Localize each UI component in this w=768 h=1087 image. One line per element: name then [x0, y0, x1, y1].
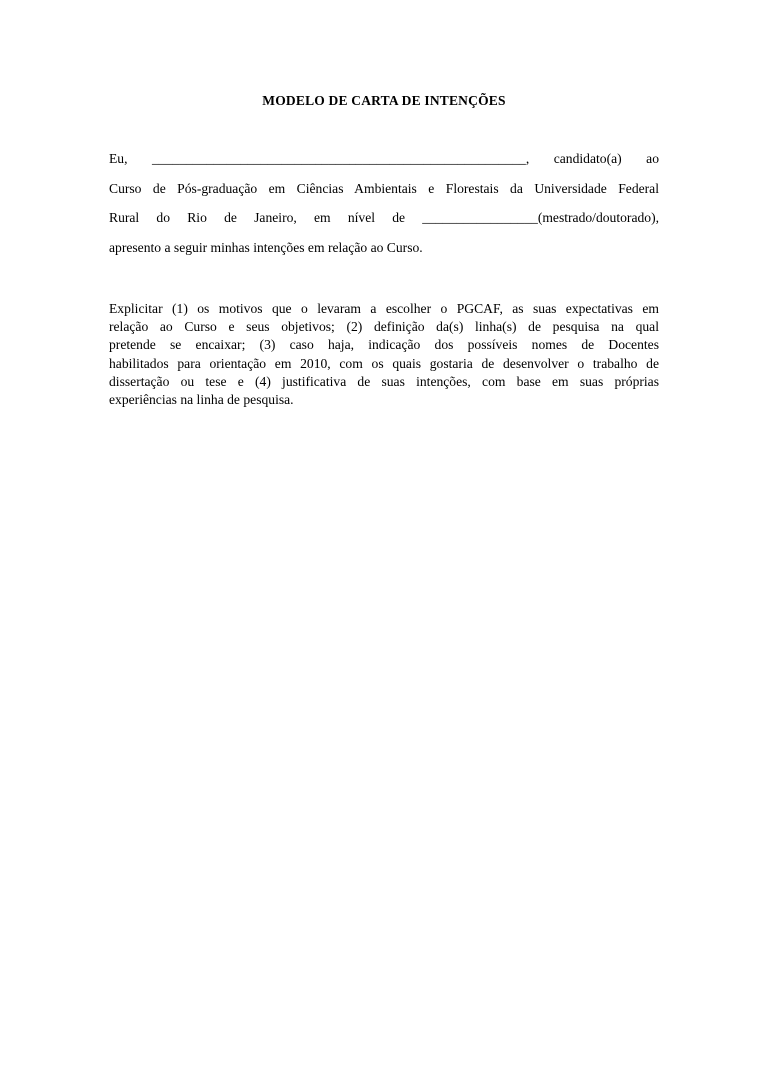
instruction-line: pretende se encaixar; (3) caso haja, indicação dos possíveis nomes de Docentes [109, 337, 659, 353]
instruction-line: experiências na linha de pesquisa. [109, 392, 294, 408]
intro-paragraph [109, 144, 659, 262]
intro-line: Rural do Rio de Janeiro, em nível de _________________(mestrado/doutorado), [109, 210, 659, 225]
intro-line: Curso de Pós-graduação em Ciências Ambientais e Florestais da Universidade Federal [109, 180, 659, 196]
intro-line: Eu, _______________________________________________________, candidato(a) ao [109, 151, 659, 166]
instruction-line: habilitados para orientação em 2010, com os quais gostaria de desenvolver o trabalho de [109, 355, 659, 371]
instruction-paragraph [109, 300, 659, 409]
instruction-line: relação ao Curso e seus objetivos; (2) definição da(s) linha(s) de pesquisa na qual [109, 319, 659, 335]
instruction-line: Explicitar (1) os motivos que o levaram a escolher o PGCAF, as suas expectativas em [109, 301, 659, 316]
document-title: MODELO DE CARTA DE INTENÇÕES [262, 93, 506, 108]
intro-line: apresento a seguir minhas intenções em relação ao Curso. [109, 239, 423, 255]
instruction-line: dissertação ou tese e (4) justificativa de suas intenções, com base em suas próprias [109, 373, 659, 389]
